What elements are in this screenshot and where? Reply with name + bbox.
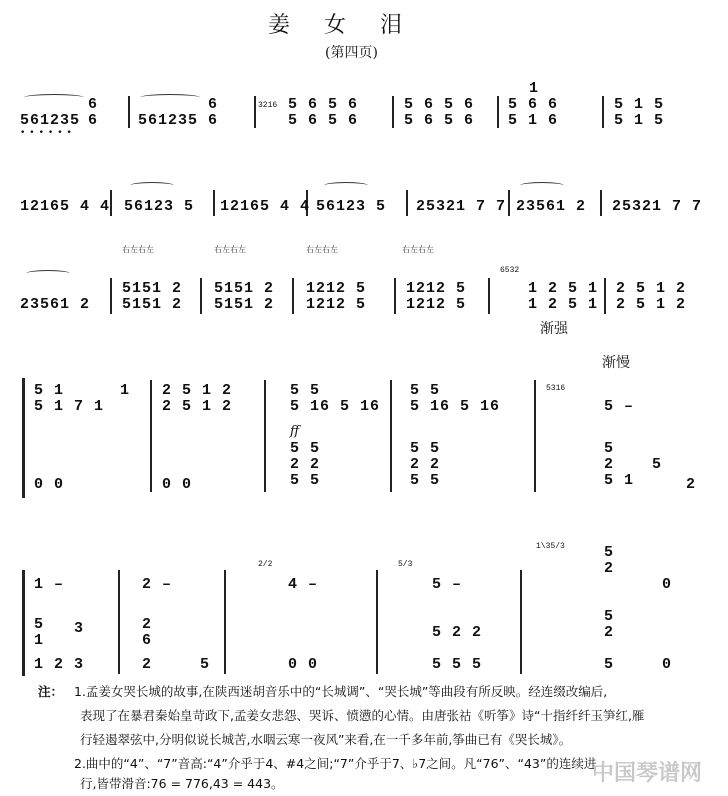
note: 6 [88,96,99,113]
note-group: 1 2 3 [34,656,85,673]
barline [392,96,394,128]
note-group: 1 – [34,576,65,593]
note-group: 2 5 1 2 [616,280,687,297]
note-group: 1212 5 [306,280,367,297]
note-group: 5 1 6 [508,112,559,129]
barline [110,190,112,216]
note-group: 5 5 [410,382,441,399]
note-group: 2 5 1 2 [162,398,233,415]
note-text: 表现了在暴君秦始皇苛政下,孟姜女悲怨、哭诉、愤懑的心情。由唐张祜《听筝》诗“十指纤纤玉笋红,雁 [80,708,645,723]
note-group: 561235 [20,112,81,129]
barline [200,278,202,314]
page-number: (第四页) [325,45,378,61]
rest: 0 [662,576,673,593]
slur [130,182,174,189]
barline [224,570,226,674]
note: 5 [604,656,615,673]
barline [292,278,294,314]
slur [140,94,200,101]
grace-notes: 6532 [500,266,520,275]
note-group: 23561 2 [20,296,91,313]
note: 6 [88,112,99,129]
note-group: 5151 2 [214,296,275,313]
note-group: 5 6 5 6 [288,96,359,113]
slur [324,182,368,189]
system-brace [22,570,25,676]
barline [534,380,536,492]
fingering-hint: 右左右左 [214,245,246,254]
note: 1 [120,382,131,399]
note-group: 5 16 5 16 [290,398,381,415]
note-group: 2 2 [410,456,441,473]
note-group: 56123 5 [124,198,195,215]
note-group: 25321 7 7 [416,198,507,215]
note: 6 [208,112,219,129]
note-group: 5 5 [290,382,321,399]
note: 5 [34,616,45,633]
barline [264,380,266,492]
fingering-hint: 右左右左 [122,245,154,254]
note-group: 5 5 5 [432,656,483,673]
note-group: 5 1 [34,382,65,399]
note-group: 5151 2 [122,296,183,313]
fingering-hint: 右左右左 [402,245,434,254]
rest: 0 [662,656,673,673]
note: 5 [604,544,615,561]
note-group: 12165 4 4 [220,198,311,215]
note: 2 [686,476,697,493]
note-group: 2 5 1 2 [162,382,233,399]
barline [600,190,602,216]
note-group: 5 1 [604,472,635,489]
watermark: 中国琴谱网 [592,761,703,786]
note-group: 2 – [142,576,173,593]
note-group: 4 – [288,576,319,593]
note: 5 [200,656,211,673]
note-group: 25321 7 7 [612,198,703,215]
note-group: 1 2 5 1 [528,280,599,297]
grace-notes: 2/2 [258,560,273,569]
barline [118,570,120,674]
slur [520,182,564,189]
note: 5 [604,440,615,457]
note-group: 5151 2 [122,280,183,297]
rest-group: 0 0 [288,656,319,673]
note-group: 1212 5 [406,280,467,297]
barline [254,96,256,128]
grace-notes: 1\35/3 [536,542,565,551]
barline [406,190,408,216]
grace-notes: 5/3 [398,560,413,569]
note-group: 2 [142,656,153,673]
note: 1 [34,632,45,649]
note: 5 [652,456,663,473]
note-group: 5151 2 [214,280,275,297]
note-text: 行,皆带滑音:76 = 776,43 = 443。 [80,776,284,791]
note: 6 [142,632,153,649]
note-group: 5 1 5 [614,96,665,113]
barline [390,380,392,492]
note-group: 5 5 [290,472,321,489]
notes-label: 注： [38,684,64,699]
note: 2 [604,560,615,577]
crescendo-mark: 渐强 [540,321,568,337]
note-text: 2.曲中的“4”、“7”音高:“4”介乎于4、#4之间;“7”介乎于7、♭7之间。凡“76”、“43”的连续进 [74,756,597,771]
note-group: 1212 5 [306,296,367,313]
note-group: 561235 [138,112,199,129]
note-group: 5 2 2 [432,624,483,641]
note-group: 5 1 5 [614,112,665,129]
note: 1 [529,80,540,97]
note-group: 5 5 [410,440,441,457]
note-group: 5 5 [290,440,321,457]
note-group: 23561 2 [516,198,587,215]
octave-dots: •••••• [20,128,76,138]
note-group: 5 16 5 16 [410,398,501,415]
ritardando-mark: 渐慢 [602,355,630,371]
note: 2 [142,616,153,633]
note: 6 [208,96,219,113]
barline [520,570,522,674]
note-text: 行轻遏翠弦中,分明似说长城苦,水咽云寒一夜风”来看,在一千多年前,筝曲已有《哭长城》。 [80,732,572,747]
page-title: 姜女泪 [268,13,437,38]
note: 2 [604,624,615,641]
dynamic-ff: ff [290,424,300,439]
note: 2 [604,456,615,473]
note: 5 [604,608,615,625]
note-text: 1.孟姜女哭长城的故事,在陕西迷胡音乐中的“长城调”、“哭长城”等曲段有所反映。经连缀改编后, [74,684,608,699]
note-group: 5 6 5 6 [404,112,475,129]
note-group: 5 6 5 6 [404,96,475,113]
note-group: 12165 4 4 [20,198,111,215]
barline [376,570,378,674]
barline [110,278,112,314]
note-group: 5 – [604,398,635,415]
barline [604,278,606,314]
barline [602,96,604,128]
note: 3 [74,620,85,637]
note-group: 5 6 6 [508,96,559,113]
fingering-hint: 右左右左 [306,245,338,254]
note-group: 5 – [432,576,463,593]
note-group: 5 6 5 6 [288,112,359,129]
rest-group: 0 0 [162,476,193,493]
note-group: 1212 5 [406,296,467,313]
barline [213,190,215,216]
barline [394,278,396,314]
grace-notes: 5316 [546,384,566,393]
barline [150,380,152,492]
barline [128,96,130,128]
barline [508,190,510,216]
note-group: 2 2 [290,456,321,473]
system-brace [22,378,25,498]
barline [497,96,499,128]
note-group: 1 2 5 1 [528,296,599,313]
slur [26,270,70,277]
note-group: 2 5 1 2 [616,296,687,313]
note-group: 56123 5 [316,198,387,215]
slur [24,94,84,101]
grace-notes: 3216 [258,101,278,110]
barline [488,278,490,314]
rest-group: 0 0 [34,476,65,493]
note-group: 5 5 [410,472,441,489]
note-group: 5 1 7 1 [34,398,105,415]
